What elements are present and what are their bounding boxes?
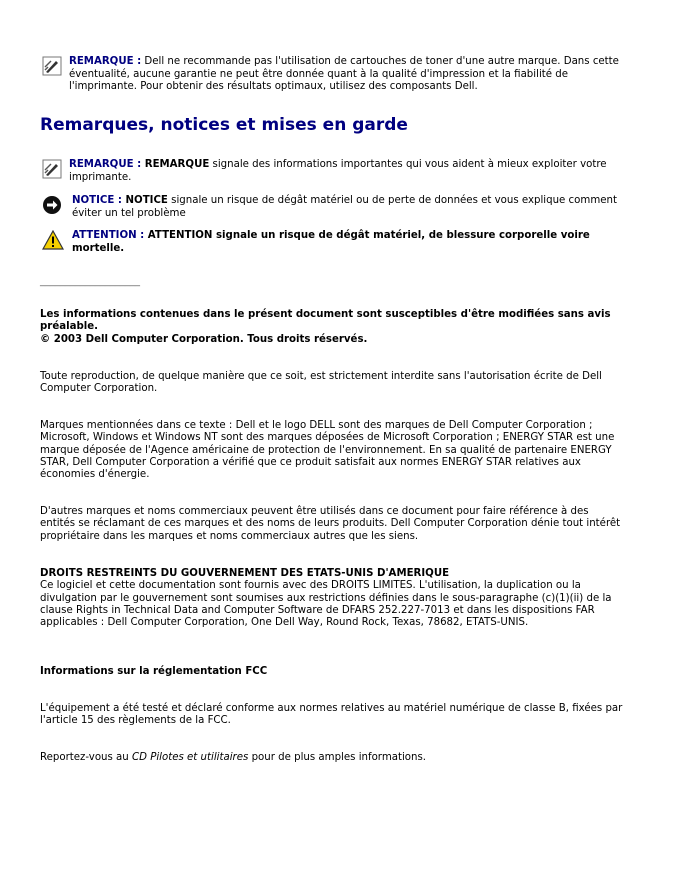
remark-definition (40, 159, 625, 184)
fcc-paragraph: L'équipement a été testé et déclaré conforme aux normes relatives au matériel numérique de classe B, fixées par l'article 15 des règlements de la FCC. (40, 703, 623, 727)
info-line-1: Les informations contenues dans le présent document sont susceptibles d'être modifiées sans avis préalable. (40, 309, 611, 333)
notice-definition (40, 195, 625, 220)
notice-arrow-icon (42, 195, 64, 215)
remark-label: REMARQUE : (69, 159, 142, 170)
attention-definition (40, 230, 625, 255)
attention-label: ATTENTION : (72, 230, 145, 241)
pencil-note-icon (42, 159, 64, 179)
restricted-rights-title: DROITS RESTREINTS DU GOUVERNEMENT DES ETATS-UNIS D'AMERIQUE (40, 568, 450, 579)
section-title: Remarques, notices et mises en garde (40, 115, 408, 135)
attention-text: ATTENTION signale un risque de dégât matériel, de blessure corporelle voire mortelle. (72, 230, 590, 254)
remark-label: REMARQUE : (69, 56, 142, 67)
refer-prefix: Reportez-vous au (40, 752, 132, 763)
remark-text: signale des informations importantes qui vous aident à mieux exploiter votre imprimante. (69, 159, 607, 183)
pencil-note-icon (42, 56, 64, 76)
trademarks-paragraph: Marques mentionnées dans ce texte : Dell et le logo DELL sont des marques de Dell Computer Corporation ; Microsoft, Windows et Windows NT sont des marques déposées de Microsoft Corporation ; ENERGY STAR est une marque déposée de l'Agence américaine de protection de l'environnement. En sa qualité de partenaire ENERGY STAR, Dell Computer Corporation a vérifié que ce produit satisfait aux normes ENERGY STAR relatives aux économies d'énergie. (40, 420, 615, 481)
warning-triangle-icon (42, 230, 64, 250)
refer-paragraph (40, 752, 625, 764)
separator-line: ____________________ (40, 276, 140, 287)
info-notice (40, 309, 625, 346)
cd-title: CD Pilotes et utilitaires (132, 752, 249, 763)
remark-bold-word: REMARQUE (141, 159, 210, 170)
restricted-rights-text: Ce logiciel et cette documentation sont fournis avec des DROITS LIMITES. L'utilisation, la duplication ou la divulgation par le gouvernement sont soumises aux restrictions définies dans le sous-paragraphe (c)(1)(ii) de la clause Rights in Technical Data and Computer Software de DFARS 252.227-7013 et dans les dispositions FAR applicables : Dell Computer Corporation, One Dell Way, Round Rock, Texas, 78682, ETATS-UNIS. (40, 580, 612, 629)
fcc-title: Informations sur la réglementation FCC (40, 666, 268, 677)
remark-text: Dell ne recommande pas l'utilisation de cartouches de toner d'une autre marque. Dans cette éventualité, aucune garantie ne peut être donnée quant à la qualité d'impression et la fiabilité de l'imprimante. Pour obtenir des résultats optimaux, utilisez des composants Dell. (69, 56, 619, 92)
notice-label: NOTICE : (72, 195, 122, 206)
other-marks-paragraph: D'autres marques et noms commerciaux peuvent être utilisés dans ce document pour faire référence à des entités se réclamant de ces marques et des noms de leurs produits. Dell Computer Corporation dénie tout intérêt propriétaire dans les marques et noms commerciaux autres que les siens. (40, 506, 621, 542)
notice-bold-word: NOTICE (121, 195, 168, 206)
remark-top (40, 56, 625, 94)
copyright-line: © 2003 Dell Computer Corporation. Tous droits réservés. (40, 333, 368, 345)
refer-suffix: pour de plus amples informations. (248, 752, 427, 763)
notice-text: signale un risque de dégât matériel ou de perte de données et vous explique comment éviter un tel problème (72, 195, 617, 219)
restricted-rights-section (40, 568, 625, 629)
reproduction-paragraph: Toute reproduction, de quelque manière que ce soit, est strictement interdite sans l'autorisation écrite de Dell Computer Corporation. (40, 371, 602, 395)
